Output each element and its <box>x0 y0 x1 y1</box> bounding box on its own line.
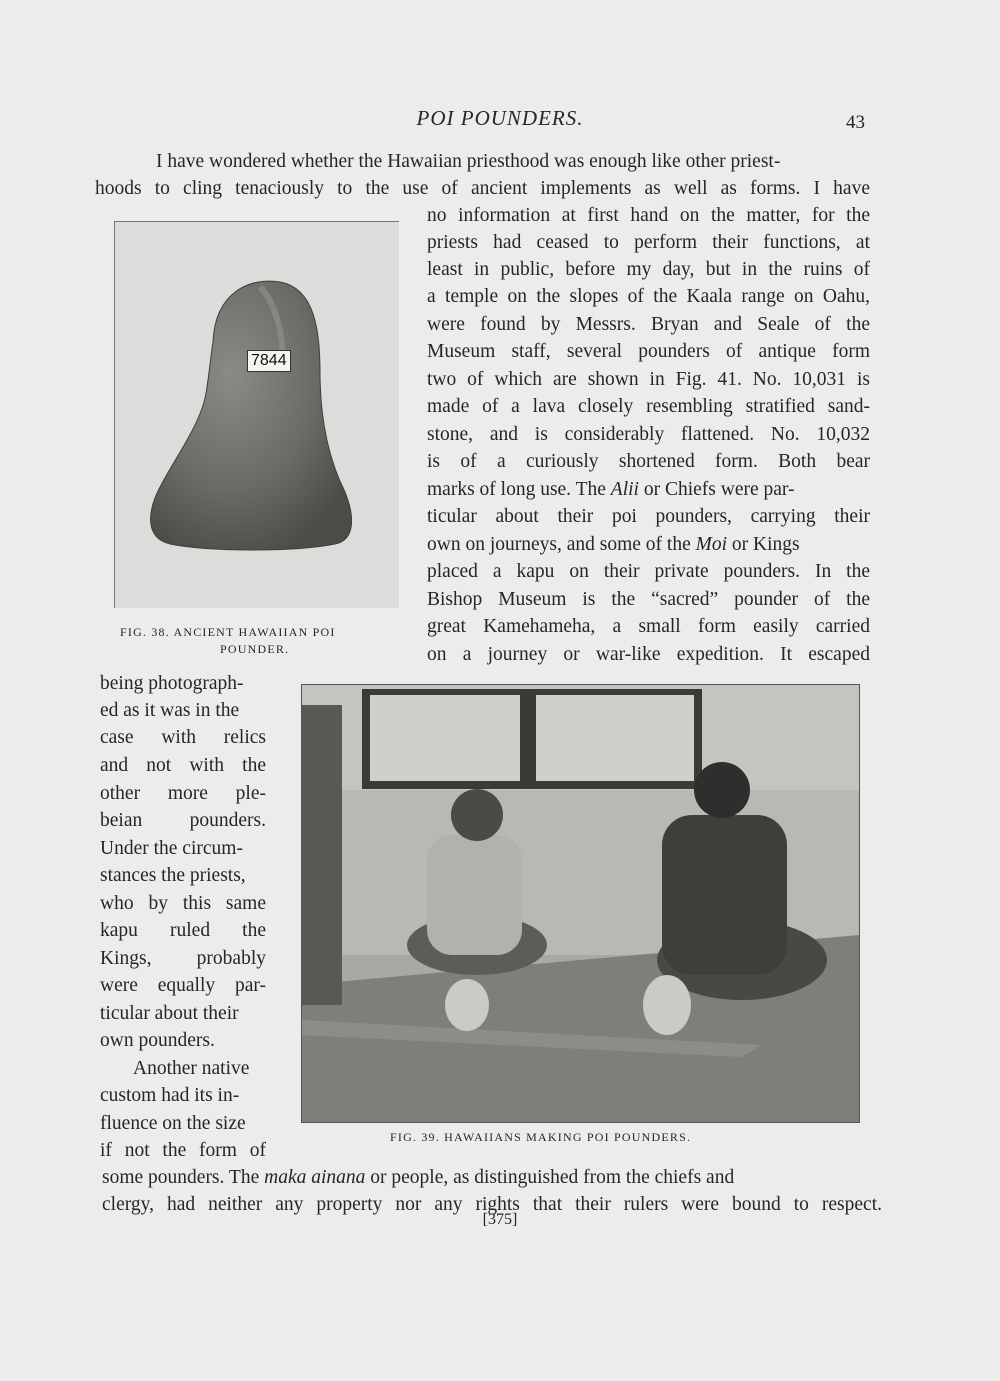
text-line-right-9: stone, and is considerably flattened. No. 10,032 <box>427 424 870 445</box>
text-line-top-2: hoods to cling tenaciously to the use of ancient implements as well as forms. I have <box>95 178 870 199</box>
text-line-left-15: Another native <box>133 1058 250 1079</box>
text-line-right-8: made of a lava closely resembling stratified sand- <box>427 396 870 417</box>
text-line-right-3: least in public, before my day, but in the ruins of <box>427 259 870 280</box>
text-line-right-16: great Kamehameha, a small form easily carried <box>427 616 870 637</box>
hawaiians-making-pounders-illustration <box>302 685 859 1122</box>
poi-pounder-illustration <box>115 222 399 608</box>
text-line-left-2: ed as it was in the <box>100 700 240 721</box>
text-line-right-12: ticular about their poi pounders, carrying their <box>427 506 870 527</box>
text-line-left-8: stances the priests, <box>100 865 246 886</box>
specimen-number-label: 7844 <box>247 350 291 372</box>
text-line-left-18: if not the form of <box>100 1140 266 1161</box>
text-line-left-3: case with relics <box>100 727 266 748</box>
text-line-right-4: a temple on the slopes of the Kaala range on Oahu, <box>427 286 870 307</box>
italic-term-alii: Alii <box>610 479 639 500</box>
text-segment: own on journeys, and some of the <box>427 534 691 555</box>
text-line-left-11: Kings, probably <box>100 948 266 969</box>
text-line-left-10: kapu ruled the <box>100 920 266 941</box>
figure-38-caption-line-1: FIG. 38. ANCIENT HAWAIIAN POI <box>120 625 336 639</box>
text-line-right-2: priests had ceased to perform their functions, at <box>427 232 870 253</box>
text-line-right-17: on a journey or war-like expedition. It escaped <box>427 644 870 665</box>
text-line-right-13 <box>427 531 870 558</box>
page-number: 43 <box>846 112 865 133</box>
text-line-left-14: own pounders. <box>100 1030 215 1051</box>
text-line-right-10: is of a curiously shortened form. Both bear <box>427 451 870 472</box>
text-line-top-1: I have wondered whether the Hawaiian priesthood was enough like other priest- <box>156 151 781 172</box>
text-line-left-16: custom had its in- <box>100 1085 240 1106</box>
text-segment: or people, as distinguished from the chiefs and <box>370 1167 735 1188</box>
text-segment: or Kings <box>731 534 800 555</box>
text-line-left-9: who by this same <box>100 893 266 914</box>
text-line-right-7: two of which are shown in Fig. 41. No. 10,031 is <box>427 369 870 390</box>
figure-38-caption-line-2: POUNDER. <box>220 642 290 656</box>
figure-39-photo <box>301 684 860 1123</box>
text-line-right-6: Museum staff, several pounders of antique form <box>427 341 870 362</box>
figure-38-photo <box>114 221 399 608</box>
text-line-right-1: no information at first hand on the matter, for the <box>427 205 870 226</box>
figure-39-caption: FIG. 39. HAWAIIANS MAKING POI POUNDERS. <box>390 1130 692 1144</box>
text-line-left-4: and not with the <box>100 755 266 776</box>
text-line-left-6: beian pounders. <box>100 810 266 831</box>
text-line-bottom-1 <box>102 1164 882 1191</box>
text-line-left-1: being photograph- <box>100 673 244 694</box>
text-line-left-13: ticular about their <box>100 1003 239 1024</box>
text-line-right-11 <box>427 476 870 503</box>
text-line-left-12: were equally par- <box>100 975 266 996</box>
text-segment: marks of long use. The <box>427 479 606 500</box>
italic-term-maka-ainana: maka ainana <box>264 1167 366 1188</box>
folio-number: [375] <box>482 1211 518 1228</box>
text-line-left-7: Under the circum- <box>100 838 243 859</box>
text-line-left-17: fluence on the size <box>100 1113 246 1134</box>
running-title: POI POUNDERS. <box>416 106 584 130</box>
text-line-bottom-2: clergy, had neither any property nor any rights that their rulers were bound to respect. <box>102 1194 882 1215</box>
text-line-right-15: Bishop Museum is the “sacred” pounder of the <box>427 589 870 610</box>
text-segment: some pounders. The <box>102 1167 260 1188</box>
text-line-left-5: other more ple- <box>100 783 266 804</box>
text-segment: or Chiefs were par- <box>643 479 795 500</box>
italic-term-moi: Moi <box>695 534 728 555</box>
text-line-right-14: placed a kapu on their private pounders. In the <box>427 561 870 582</box>
text-line-right-5: were found by Messrs. Bryan and Seale of the <box>427 314 870 335</box>
